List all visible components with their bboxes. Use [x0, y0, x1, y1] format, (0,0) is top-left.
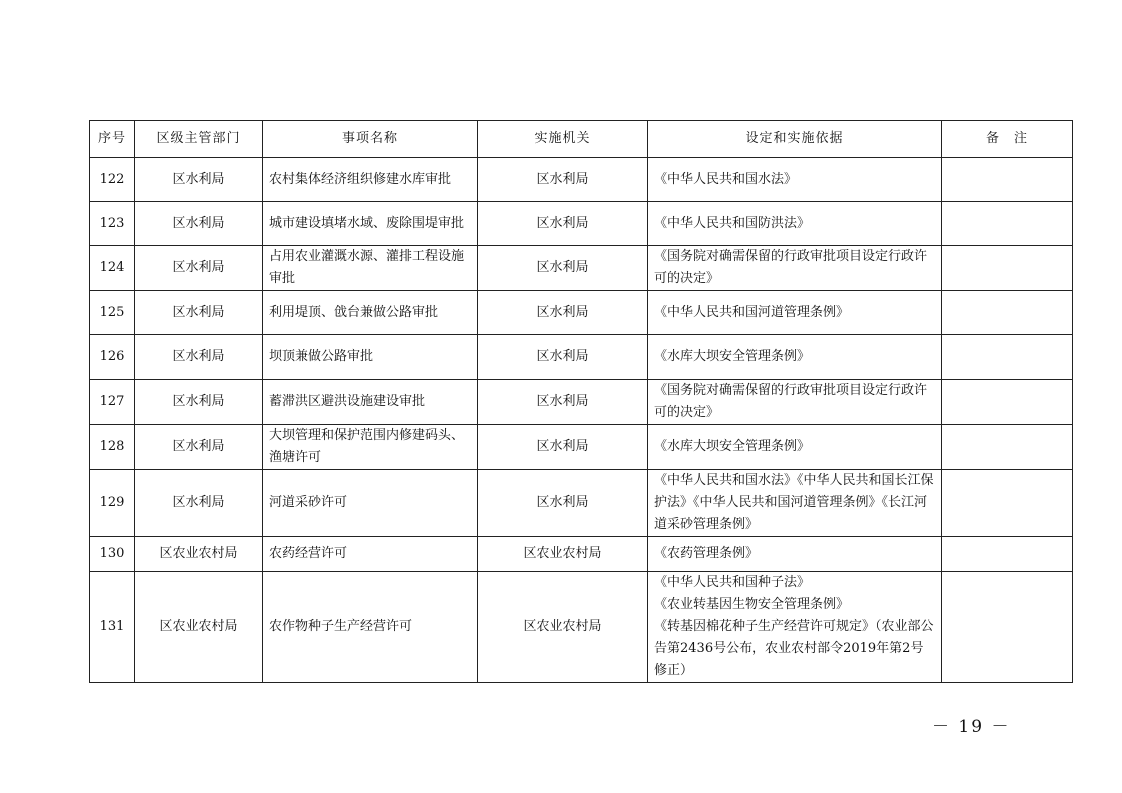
table-row — [90, 158, 1073, 202]
basis-line: 《中华人民共和国水法》《中华人民共和国长江保护法》《中华人民共和国河道管理条例》《长江河道采砂管理条例》 — [654, 473, 934, 532]
department-cell: 区水利局 — [135, 470, 263, 537]
agency-cell: 区水利局 — [478, 425, 648, 470]
table-row — [90, 537, 1073, 572]
item-name-cell: 农作物种子生产经营许可 — [263, 572, 478, 683]
basis-line: 《农药管理条例》 — [654, 546, 759, 561]
basis-line: 《水库大坝安全管理条例》 — [654, 439, 811, 454]
serial-number-cell: 124 — [90, 246, 135, 291]
basis-cell — [648, 470, 942, 537]
department-cell: 区农业农村局 — [135, 537, 263, 572]
remarks-cell — [942, 291, 1073, 335]
table-row — [90, 335, 1073, 380]
basis-cell — [648, 291, 942, 335]
basis-line: 《农业转基因生物安全管理条例》 — [654, 597, 850, 612]
basis-cell — [648, 202, 942, 246]
serial-number-cell: 127 — [90, 380, 135, 425]
item-name-cell: 河道采砂许可 — [263, 470, 478, 537]
serial-number-cell: 123 — [90, 202, 135, 246]
item-name-cell: 占用农业灌溉水源、灌排工程设施审批 — [263, 246, 478, 291]
page-number: － 19 － — [932, 717, 1011, 737]
department-cell: 区水利局 — [135, 202, 263, 246]
basis-cell — [648, 572, 942, 683]
department-cell: 区水利局 — [135, 380, 263, 425]
remarks-cell — [942, 470, 1073, 537]
serial-number-cell: 131 — [90, 572, 135, 683]
basis-line: 《水库大坝安全管理条例》 — [654, 349, 811, 364]
agency-cell: 区农业农村局 — [478, 537, 648, 572]
basis-cell — [648, 335, 942, 380]
header-remarks: 备 注 — [942, 121, 1073, 158]
remarks-cell — [942, 158, 1073, 202]
serial-number-cell: 125 — [90, 291, 135, 335]
item-name-cell: 利用堤顶、戗台兼做公路审批 — [263, 291, 478, 335]
agency-cell: 区水利局 — [478, 335, 648, 380]
basis-cell — [648, 537, 942, 572]
agency-cell: 区水利局 — [478, 158, 648, 202]
serial-number-cell: 130 — [90, 537, 135, 572]
header-department: 区级主管部门 — [135, 121, 263, 158]
serial-number-cell: 129 — [90, 470, 135, 537]
table-row — [90, 572, 1073, 683]
table-header-row — [90, 121, 1073, 158]
basis-line: 《中华人民共和国种子法》 — [654, 575, 811, 590]
basis-line: 《国务院对确需保留的行政审批项目设定行政许可的决定》 — [654, 383, 928, 420]
item-name-cell: 农药经营许可 — [263, 537, 478, 572]
table-row — [90, 291, 1073, 335]
table-row — [90, 202, 1073, 246]
approval-items-table — [89, 120, 1073, 683]
agency-cell: 区水利局 — [478, 380, 648, 425]
agency-cell: 区水利局 — [478, 291, 648, 335]
basis-cell — [648, 425, 942, 470]
department-cell: 区农业农村局 — [135, 572, 263, 683]
header-implementing-agency: 实施机关 — [478, 121, 648, 158]
remarks-cell — [942, 425, 1073, 470]
agency-cell: 区水利局 — [478, 246, 648, 291]
table-row — [90, 246, 1073, 291]
table-row — [90, 470, 1073, 537]
remarks-cell — [942, 572, 1073, 683]
basis-cell — [648, 158, 942, 202]
item-name-cell: 城市建设填堵水域、废除围堤审批 — [263, 202, 478, 246]
basis-line: 《中华人民共和国防洪法》 — [654, 215, 811, 231]
serial-number-cell: 126 — [90, 335, 135, 380]
department-cell: 区水利局 — [135, 425, 263, 470]
basis-line: 《中华人民共和国水法》 — [654, 171, 798, 187]
remarks-cell — [942, 246, 1073, 291]
basis-line: 《转基因棉花种子生产经营许可规定》（农业部公告第2436号公布，农业农村部令2019年第2号修正） — [654, 619, 934, 678]
item-name-cell: 农村集体经济组织修建水库审批 — [263, 158, 478, 202]
department-cell: 区水利局 — [135, 158, 263, 202]
agency-cell: 区水利局 — [478, 202, 648, 246]
remarks-cell — [942, 202, 1073, 246]
basis-cell — [648, 246, 942, 291]
remarks-cell — [942, 335, 1073, 380]
serial-number-cell: 128 — [90, 425, 135, 470]
header-serial-number: 序号 — [90, 121, 135, 158]
basis-line: 《国务院对确需保留的行政审批项目设定行政许可的决定》 — [654, 249, 928, 286]
department-cell: 区水利局 — [135, 291, 263, 335]
remarks-cell — [942, 537, 1073, 572]
header-item-name: 事项名称 — [263, 121, 478, 158]
remarks-cell — [942, 380, 1073, 425]
serial-number-cell: 122 — [90, 158, 135, 202]
basis-line: 《中华人民共和国河道管理条例》 — [654, 304, 850, 320]
department-cell: 区水利局 — [135, 246, 263, 291]
item-name-cell: 坝顶兼做公路审批 — [263, 335, 478, 380]
item-name-cell: 蓄滞洪区避洪设施建设审批 — [263, 380, 478, 425]
basis-cell — [648, 380, 942, 425]
agency-cell: 区水利局 — [478, 470, 648, 537]
table-row — [90, 425, 1073, 470]
item-name-cell: 大坝管理和保护范围内修建码头、渔塘许可 — [263, 425, 478, 470]
department-cell: 区水利局 — [135, 335, 263, 380]
agency-cell: 区农业农村局 — [478, 572, 648, 683]
table-row — [90, 380, 1073, 425]
header-legal-basis: 设定和实施依据 — [648, 121, 942, 158]
